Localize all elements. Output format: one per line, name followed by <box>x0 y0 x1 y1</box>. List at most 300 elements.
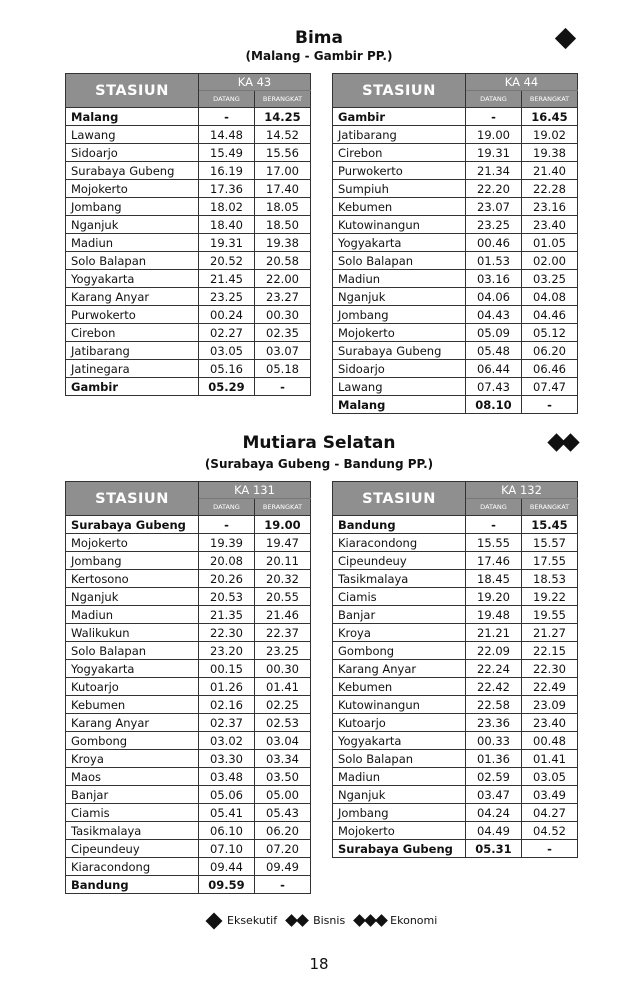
arrival-time: 06.44 <box>466 360 522 378</box>
station-name: Nganjuk <box>66 588 199 606</box>
departure-time: 22.28 <box>522 180 578 198</box>
station-name: Nganjuk <box>333 786 466 804</box>
table-row <box>333 270 578 288</box>
arrival-time: 23.07 <box>466 198 522 216</box>
station-name: Madiun <box>333 270 466 288</box>
table-row <box>333 732 578 750</box>
departure-time: 06.20 <box>522 342 578 360</box>
departure-time: 21.40 <box>522 162 578 180</box>
table-row <box>66 804 311 822</box>
station-name: Purwokerto <box>333 162 466 180</box>
departure-time: 03.07 <box>255 342 311 360</box>
table-row <box>333 342 578 360</box>
station-name: Mojokerto <box>333 324 466 342</box>
station-name: Madiun <box>66 234 199 252</box>
station-name: Karang Anyar <box>66 288 199 306</box>
departure-time: 16.45 <box>522 108 578 126</box>
arrival-time: 21.34 <box>466 162 522 180</box>
departure-time: 17.55 <box>522 552 578 570</box>
arrival-time: 19.31 <box>199 234 255 252</box>
station-name: Mojokerto <box>333 822 466 840</box>
table-row <box>66 858 311 876</box>
bisnis-class-icon <box>550 436 577 449</box>
table-row <box>66 714 311 732</box>
arrival-time: 08.10 <box>466 396 522 414</box>
station-name: Lawang <box>66 126 199 144</box>
arrival-time: 03.47 <box>466 786 522 804</box>
departure-time: 07.20 <box>255 840 311 858</box>
table-row <box>66 516 311 534</box>
depart-column-header: BERANGKAT <box>522 91 578 108</box>
arrival-time: 20.26 <box>199 570 255 588</box>
table-row <box>66 180 311 198</box>
table-row <box>333 660 578 678</box>
station-column-header: STASIUN <box>333 74 466 108</box>
station-name: Kroya <box>333 624 466 642</box>
table-row <box>333 126 578 144</box>
departure-time: 04.27 <box>522 804 578 822</box>
departure-time: 04.52 <box>522 822 578 840</box>
station-name: Cipeundeuy <box>333 552 466 570</box>
station-name: Cirebon <box>333 144 466 162</box>
arrival-time: - <box>199 516 255 534</box>
station-name: Kertosono <box>66 570 199 588</box>
arrival-time: 17.46 <box>466 552 522 570</box>
table-row <box>66 342 311 360</box>
table-row <box>333 396 578 414</box>
table-row <box>333 378 578 396</box>
arrival-time: 22.42 <box>466 678 522 696</box>
departure-time: 23.40 <box>522 216 578 234</box>
departure-time: 02.00 <box>522 252 578 270</box>
arrival-time: 00.15 <box>199 660 255 678</box>
route-mutiara-selatan: (Surabaya Gubeng - Bandung PP.) <box>204 457 434 471</box>
departure-time: 19.47 <box>255 534 311 552</box>
departure-time: 07.47 <box>522 378 578 396</box>
station-name: Walikukun <box>66 624 199 642</box>
station-name: Kebumen <box>333 198 466 216</box>
timetable-ka131 <box>65 481 311 894</box>
departure-time: 00.30 <box>255 660 311 678</box>
arrival-time: 05.41 <box>199 804 255 822</box>
arrival-time: 17.36 <box>199 180 255 198</box>
arrival-time: 22.58 <box>466 696 522 714</box>
station-column-header: STASIUN <box>66 482 199 516</box>
table-row <box>333 552 578 570</box>
table-row <box>333 252 578 270</box>
depart-column-header: BERANGKAT <box>255 499 311 516</box>
station-name: Bandung <box>333 516 466 534</box>
legend-eksekutif <box>208 914 277 927</box>
departure-time: 19.00 <box>255 516 311 534</box>
table-row <box>66 252 311 270</box>
legend-bisnis <box>287 914 345 927</box>
diamond-icon <box>561 433 579 451</box>
station-name: Jombang <box>66 552 199 570</box>
table-row <box>66 198 311 216</box>
diamond-icon <box>375 914 388 927</box>
departure-time: 19.55 <box>522 606 578 624</box>
station-name: Mojokerto <box>66 534 199 552</box>
arrival-time: 22.30 <box>199 624 255 642</box>
arrival-time: 05.48 <box>466 342 522 360</box>
arrival-time: 19.39 <box>199 534 255 552</box>
departure-time: 22.30 <box>522 660 578 678</box>
departure-time: 19.22 <box>522 588 578 606</box>
station-name: Kiaracondong <box>66 858 199 876</box>
station-name: Yogyakarta <box>333 732 466 750</box>
station-name: Karang Anyar <box>66 714 199 732</box>
table-row <box>333 678 578 696</box>
station-name: Yogyakarta <box>66 660 199 678</box>
station-name: Yogyakarta <box>66 270 199 288</box>
table-row <box>333 570 578 588</box>
arrival-time: 09.59 <box>199 876 255 894</box>
station-name: Surabaya Gubeng <box>333 840 466 858</box>
route-bima: (Malang - Gambir PP.) <box>245 49 393 63</box>
arrival-time: - <box>199 108 255 126</box>
diamond-icon <box>206 912 223 929</box>
departure-time: 23.16 <box>522 198 578 216</box>
departure-time: 17.00 <box>255 162 311 180</box>
legend-ekonomi <box>355 914 437 927</box>
station-name: Madiun <box>333 768 466 786</box>
arrival-time: 05.06 <box>199 786 255 804</box>
arrival-time: 03.30 <box>199 750 255 768</box>
arrival-time: 23.25 <box>466 216 522 234</box>
station-name: Sumpiuh <box>333 180 466 198</box>
arrival-time: 23.25 <box>199 288 255 306</box>
departure-time: - <box>255 876 311 894</box>
depart-column-header: BERANGKAT <box>522 499 578 516</box>
departure-time: 22.00 <box>255 270 311 288</box>
arrival-time: 05.09 <box>466 324 522 342</box>
departure-time: 21.46 <box>255 606 311 624</box>
arrival-time: 03.05 <box>199 342 255 360</box>
station-name: Banjar <box>333 606 466 624</box>
arrival-time: 04.49 <box>466 822 522 840</box>
table-row <box>333 516 578 534</box>
arrival-time: 04.06 <box>466 288 522 306</box>
departure-time: 20.11 <box>255 552 311 570</box>
table-row <box>333 180 578 198</box>
arrival-time: 21.45 <box>199 270 255 288</box>
departure-time: 06.20 <box>255 822 311 840</box>
departure-time: 03.34 <box>255 750 311 768</box>
departure-time: 03.05 <box>522 768 578 786</box>
table-row <box>66 534 311 552</box>
arrival-time: 18.45 <box>466 570 522 588</box>
departure-time: 15.45 <box>522 516 578 534</box>
station-name: Ciamis <box>66 804 199 822</box>
station-name: Solo Balapan <box>66 642 199 660</box>
station-name: Gombong <box>66 732 199 750</box>
arrival-time: 19.31 <box>466 144 522 162</box>
arrival-time: 02.27 <box>199 324 255 342</box>
table-row <box>333 804 578 822</box>
arrival-time: 01.53 <box>466 252 522 270</box>
table-row <box>333 696 578 714</box>
arrival-time: 15.55 <box>466 534 522 552</box>
diamond-icon <box>296 914 309 927</box>
table-row <box>333 234 578 252</box>
departure-time: 18.05 <box>255 198 311 216</box>
departure-time: 19.38 <box>522 144 578 162</box>
station-name: Tasikmalaya <box>333 570 466 588</box>
table-row <box>66 840 311 858</box>
departure-time: 22.37 <box>255 624 311 642</box>
station-name: Kiaracondong <box>333 534 466 552</box>
station-name: Yogyakarta <box>333 234 466 252</box>
station-name: Cipeundeuy <box>66 840 199 858</box>
table-row <box>333 534 578 552</box>
departure-time: 19.02 <box>522 126 578 144</box>
diamond-icon <box>555 28 576 49</box>
table-row <box>66 822 311 840</box>
departure-time: 01.05 <box>522 234 578 252</box>
arrival-time: 01.26 <box>199 678 255 696</box>
station-name: Jatinegara <box>66 360 199 378</box>
arrival-time: 06.10 <box>199 822 255 840</box>
station-name: Kebumen <box>333 678 466 696</box>
departure-time: 15.57 <box>522 534 578 552</box>
station-name: Surabaya Gubeng <box>333 342 466 360</box>
arrival-time: 23.36 <box>466 714 522 732</box>
station-name: Mojokerto <box>66 180 199 198</box>
arrival-time: 18.40 <box>199 216 255 234</box>
table-row <box>333 108 578 126</box>
station-name: Jombang <box>333 804 466 822</box>
departure-time: 03.25 <box>522 270 578 288</box>
station-name: Sidoarjo <box>66 144 199 162</box>
departure-time: 20.32 <box>255 570 311 588</box>
departure-time: 05.18 <box>255 360 311 378</box>
station-column-header: STASIUN <box>333 482 466 516</box>
legend-ekonomi-label: Ekonomi <box>390 914 438 927</box>
table-row <box>333 306 578 324</box>
station-name: Lawang <box>333 378 466 396</box>
arrival-time: 22.09 <box>466 642 522 660</box>
train-number-header: KA 131 <box>199 482 311 499</box>
arrive-column-header: DATANG <box>199 499 255 516</box>
table-row <box>333 606 578 624</box>
station-name: Surabaya Gubeng <box>66 162 199 180</box>
table-row <box>66 144 311 162</box>
page-number: 18 <box>309 955 329 973</box>
departure-time: 02.35 <box>255 324 311 342</box>
departure-time: 20.58 <box>255 252 311 270</box>
table-row <box>66 660 311 678</box>
departure-time: 19.38 <box>255 234 311 252</box>
departure-time: 15.56 <box>255 144 311 162</box>
table-row <box>66 750 311 768</box>
table-row <box>66 162 311 180</box>
station-name: Tasikmalaya <box>66 822 199 840</box>
departure-time: 17.40 <box>255 180 311 198</box>
table-row <box>66 786 311 804</box>
table-row <box>66 552 311 570</box>
arrival-time: 00.33 <box>466 732 522 750</box>
departure-time: 21.27 <box>522 624 578 642</box>
train-title-bima: Bima <box>295 28 343 48</box>
arrival-time: 03.02 <box>199 732 255 750</box>
table-row <box>333 624 578 642</box>
departure-time: 01.41 <box>522 750 578 768</box>
departure-time: 20.55 <box>255 588 311 606</box>
station-name: Kebumen <box>66 696 199 714</box>
station-name: Purwokerto <box>66 306 199 324</box>
arrival-time: 07.10 <box>199 840 255 858</box>
departure-time: 18.53 <box>522 570 578 588</box>
table-row <box>66 108 311 126</box>
arrive-column-header: DATANG <box>199 91 255 108</box>
arrival-time: 20.53 <box>199 588 255 606</box>
table-row <box>333 162 578 180</box>
departure-time: 05.00 <box>255 786 311 804</box>
departure-time: 05.12 <box>522 324 578 342</box>
station-name: Karang Anyar <box>333 660 466 678</box>
table-row <box>66 876 311 894</box>
departure-time: 00.48 <box>522 732 578 750</box>
station-name: Banjar <box>66 786 199 804</box>
table-row <box>66 732 311 750</box>
table-row <box>66 126 311 144</box>
timetable-ka43 <box>65 73 311 396</box>
legend-eksekutif-label: Eksekutif <box>227 914 278 927</box>
station-name: Nganjuk <box>66 216 199 234</box>
table-row <box>66 768 311 786</box>
station-name: Gombong <box>333 642 466 660</box>
station-name: Cirebon <box>66 324 199 342</box>
table-row <box>66 288 311 306</box>
departure-time: 04.46 <box>522 306 578 324</box>
departure-time: - <box>255 378 311 396</box>
table-row <box>333 642 578 660</box>
train-number-header: KA 132 <box>466 482 578 499</box>
table-row <box>66 378 311 396</box>
table-row <box>66 606 311 624</box>
arrival-time: 21.35 <box>199 606 255 624</box>
arrival-time: 03.16 <box>466 270 522 288</box>
arrival-time: 04.24 <box>466 804 522 822</box>
arrival-time: 23.20 <box>199 642 255 660</box>
arrival-time: 02.59 <box>466 768 522 786</box>
departure-time: 09.49 <box>255 858 311 876</box>
arrival-time: 04.43 <box>466 306 522 324</box>
timetable-ka132 <box>332 481 578 858</box>
arrival-time: 00.24 <box>199 306 255 324</box>
arrival-time: 00.46 <box>466 234 522 252</box>
table-row <box>66 678 311 696</box>
station-column-header: STASIUN <box>66 74 199 108</box>
arrive-column-header: DATANG <box>466 91 522 108</box>
table-row <box>66 696 311 714</box>
class-legend <box>208 914 447 927</box>
table-row <box>333 768 578 786</box>
arrival-time: 05.29 <box>199 378 255 396</box>
arrival-time: 18.02 <box>199 198 255 216</box>
arrive-column-header: DATANG <box>466 499 522 516</box>
departure-time: 03.50 <box>255 768 311 786</box>
arrival-time: 19.00 <box>466 126 522 144</box>
arrival-time: 05.16 <box>199 360 255 378</box>
arrival-time: 16.19 <box>199 162 255 180</box>
station-name: Kutowinangun <box>333 696 466 714</box>
arrival-time: 09.44 <box>199 858 255 876</box>
arrival-time: - <box>466 108 522 126</box>
station-name: Gambir <box>66 378 199 396</box>
departure-time: 06.46 <box>522 360 578 378</box>
departure-time: 05.43 <box>255 804 311 822</box>
table-row <box>66 642 311 660</box>
station-name: Solo Balapan <box>333 750 466 768</box>
table-row <box>66 624 311 642</box>
table-row <box>66 234 311 252</box>
departure-time: - <box>522 396 578 414</box>
arrival-time: 22.24 <box>466 660 522 678</box>
table-row <box>333 360 578 378</box>
arrival-time: 03.48 <box>199 768 255 786</box>
station-name: Kroya <box>66 750 199 768</box>
departure-time: 23.40 <box>522 714 578 732</box>
station-name: Jatibarang <box>66 342 199 360</box>
departure-time: 03.49 <box>522 786 578 804</box>
station-name: Ciamis <box>333 588 466 606</box>
departure-time: 14.52 <box>255 126 311 144</box>
departure-time: 02.53 <box>255 714 311 732</box>
legend-bisnis-label: Bisnis <box>313 914 346 927</box>
arrival-time: 01.36 <box>466 750 522 768</box>
departure-time: 03.04 <box>255 732 311 750</box>
arrival-time: - <box>466 516 522 534</box>
train-number-header: KA 44 <box>466 74 578 91</box>
table-row <box>333 288 578 306</box>
station-name: Sidoarjo <box>333 360 466 378</box>
station-name: Bandung <box>66 876 199 894</box>
table-row <box>333 822 578 840</box>
table-row <box>66 270 311 288</box>
station-name: Jatibarang <box>333 126 466 144</box>
departure-time: 23.27 <box>255 288 311 306</box>
table-row <box>333 144 578 162</box>
arrival-time: 22.20 <box>466 180 522 198</box>
departure-time: - <box>522 840 578 858</box>
table-row <box>66 306 311 324</box>
arrival-time: 19.48 <box>466 606 522 624</box>
departure-time: 02.25 <box>255 696 311 714</box>
departure-time: 01.41 <box>255 678 311 696</box>
station-name: Kutowinangun <box>333 216 466 234</box>
station-name: Solo Balapan <box>66 252 199 270</box>
station-name: Jombang <box>66 198 199 216</box>
table-row <box>66 360 311 378</box>
table-row <box>333 198 578 216</box>
departure-time: 00.30 <box>255 306 311 324</box>
timetable-ka44 <box>332 73 578 414</box>
eksekutif-class-icon <box>558 31 573 46</box>
station-name: Gambir <box>333 108 466 126</box>
station-name: Nganjuk <box>333 288 466 306</box>
arrival-time: 05.31 <box>466 840 522 858</box>
arrival-time: 07.43 <box>466 378 522 396</box>
departure-time: 23.25 <box>255 642 311 660</box>
station-name: Solo Balapan <box>333 252 466 270</box>
station-name: Malang <box>66 108 199 126</box>
station-name: Kutoarjo <box>333 714 466 732</box>
train-number-header: KA 43 <box>199 74 311 91</box>
departure-time: 22.15 <box>522 642 578 660</box>
departure-time: 22.49 <box>522 678 578 696</box>
